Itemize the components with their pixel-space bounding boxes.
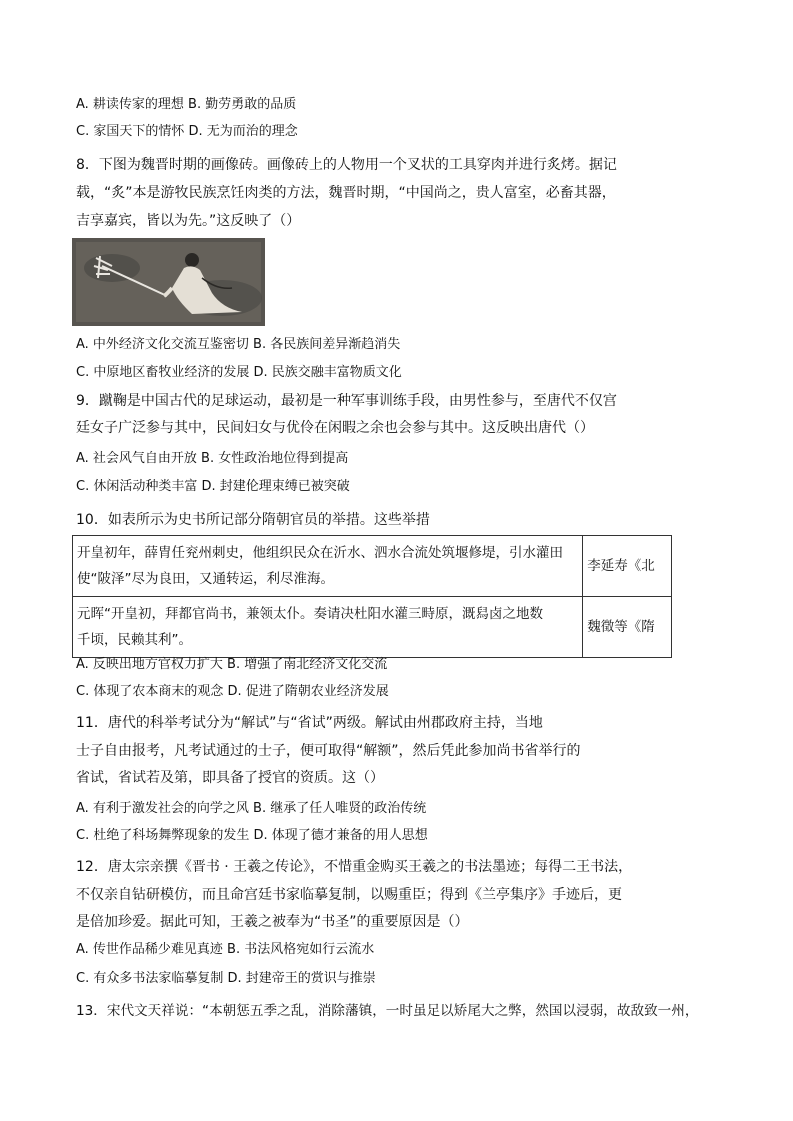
q8-stem-line-3: 吉享嘉宾，皆以为先。”这反映了（） bbox=[76, 213, 301, 229]
q11-option-line-1: A. 有利于激发社会的向学之风 B. 继承了任人唯贤的政治传统 bbox=[76, 801, 427, 816]
q8-stem-line-2: 载，“炙”本是游牧民族烹饪肉类的方法，魏晋时期，“中国尚之，贵人富室，必畜其器， bbox=[76, 185, 616, 201]
q12-option-line-2: C. 有众多书法家临摹复制 D. 封建帝王的赏识与推崇 bbox=[76, 971, 376, 986]
q13-stem-line-1: 13．宋代文天祥说：“本朝惩五季之乱，消除藩镇，一时虽足以矫尾大之弊，然国以浸弱，故敌致一州， bbox=[76, 1003, 699, 1019]
q8-stem-line-1: 8．下图为魏晋时期的画像砖。画像砖上的人物用一个叉状的工具穿肉并进行炙烤。据记 bbox=[76, 157, 617, 173]
q11-stem-line-3: 省试，省试若及第，即具备了授官的资质。这（） bbox=[76, 770, 384, 786]
table-cell-text-line-1: 开皇初年，薛胄任兖州刺史，他组织民众在沂水、泗水合流处筑堰修堤，引水灌田 bbox=[77, 545, 563, 561]
q11-stem-line-2: 士子自由报考，凡考试通过的士子，便可取得“解额”，然后凭此参加尚书省举行的 bbox=[76, 743, 581, 759]
q9-option-line-1: A. 社会风气自由开放 B. 女性政治地位得到提高 bbox=[76, 451, 349, 466]
brick-painting-image bbox=[72, 238, 265, 326]
table-row bbox=[73, 597, 672, 658]
table-row bbox=[73, 536, 672, 597]
source-table bbox=[72, 535, 672, 658]
table-cell-text-line-2: 千顷，民赖其利”。 bbox=[77, 632, 192, 648]
q10-option-line-2: C. 体现了农本商末的观念 D. 促进了隋朝农业经济发展 bbox=[76, 684, 389, 699]
q12-stem-line-3: 是倍加珍爱。据此可知，王羲之被奉为“书圣”的重要原因是（） bbox=[76, 914, 469, 930]
q12-stem-line-1: 12．唐太宗亲撰《晋书 · 王羲之传论》，不惜重金购买王羲之的书法墨迹；每得二王书法， bbox=[76, 859, 633, 875]
table-cell-text bbox=[73, 597, 583, 658]
q8-option-line-2: C. 中原地区畜牧业经济的发展 D. 民族交融丰富物质文化 bbox=[76, 365, 402, 380]
table-cell-citation: 魏徵等《隋 bbox=[583, 597, 672, 658]
q10-option-line-1: A. 反映出地方官权力扩大 B. 增强了南北经济文化交流 bbox=[76, 657, 388, 672]
q9-stem-line-1: 9．蹴鞠是中国古代的足球运动，最初是一种军事训练手段，由男性参与，至唐代不仅宫 bbox=[76, 393, 617, 409]
table-cell-text bbox=[73, 536, 583, 597]
table-cell-text-line-2: 使“陂泽”尽为良田，又通转运，利尽淮海。 bbox=[77, 571, 334, 587]
q12-option-line-1: A. 传世作品稀少难见真迹 B. 书法风格宛如行云流水 bbox=[76, 942, 375, 957]
q7-option-line-1: A. 耕读传家的理想 B. 勤劳勇敢的品质 bbox=[76, 97, 297, 112]
table-cell-citation: 李延寿《北 bbox=[583, 536, 672, 597]
q10-stem: 10．如表所示为史书所记部分隋朝官员的举措。这些举措 bbox=[76, 512, 430, 528]
q11-option-line-2: C. 杜绝了科场舞弊现象的发生 D. 体现了德才兼备的用人思想 bbox=[76, 828, 428, 843]
table-cell-text-line-1: 元晖“开皇初，拜都官尚书，兼领太仆。奏请决杜阳水灌三畤原，溉舄卤之地数 bbox=[77, 606, 543, 622]
q8-option-line-1: A. 中外经济文化交流互鉴密切 B. 各民族间差异渐趋消失 bbox=[76, 337, 401, 352]
q7-option-line-2: C. 家国天下的情怀 D. 无为而治的理念 bbox=[76, 124, 298, 139]
q11-stem-line-1: 11．唐代的科举考试分为“解试”与“省试”两级。解试由州郡政府主持，当地 bbox=[76, 715, 543, 731]
q9-stem-line-2: 廷女子广泛参与其中，民间妇女与优伶在闲暇之余也会参与其中。这反映出唐代（） bbox=[76, 420, 594, 436]
q12-stem-line-2: 不仅亲自钻研模仿，而且命宫廷书家临摹复制，以赐重臣；得到《兰亭集序》手迹后，更 bbox=[76, 887, 622, 903]
q9-option-line-2: C. 休闲活动种类丰富 D. 封建伦理束缚已被突破 bbox=[76, 479, 350, 494]
